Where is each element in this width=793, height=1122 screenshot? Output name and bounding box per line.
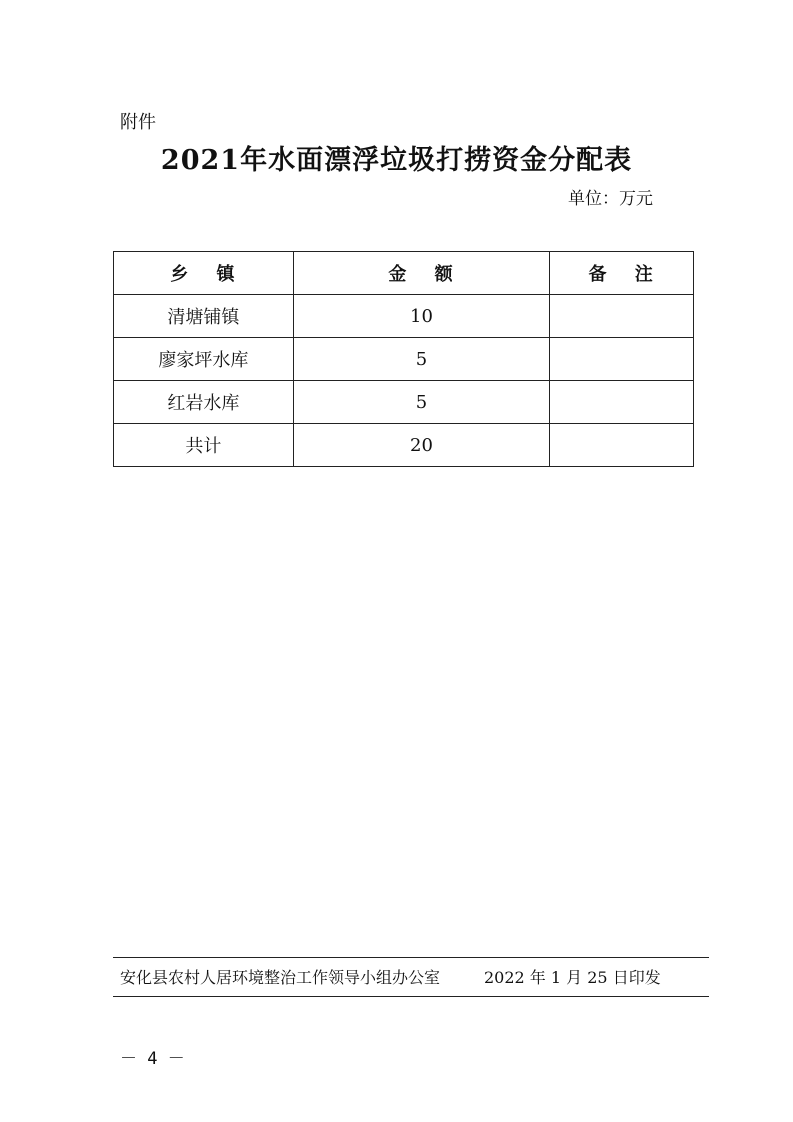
- column-header-amount: 金 额: [293, 252, 550, 295]
- table-row-total: [114, 424, 694, 467]
- cell-total-label: 共计: [114, 424, 294, 467]
- footer-rule-bottom: [113, 996, 709, 997]
- issue-date: 2022 年 1 月 25 日印发: [484, 968, 661, 987]
- attachment-label: 附件: [120, 112, 156, 133]
- column-header-note: 备 注: [550, 252, 694, 295]
- table-row: [114, 381, 694, 424]
- cell-amount: 5: [293, 381, 550, 424]
- cell-amount: 5: [293, 338, 550, 381]
- column-header-town: 乡 镇: [114, 252, 294, 295]
- issuer-text: 安化县农村人居环境整治工作领导小组办公室: [120, 968, 441, 987]
- table-row: [114, 295, 694, 338]
- allocation-table: [113, 251, 694, 467]
- cell-town: 清塘铺镇: [114, 295, 294, 338]
- table-header-row: [114, 252, 694, 295]
- cell-total-amount: 20: [293, 424, 550, 467]
- page-number: － 4 －: [120, 1049, 185, 1069]
- cell-note: [550, 295, 694, 338]
- unit-label: 单位：万元: [568, 189, 653, 209]
- cell-town: 廖家坪水库: [114, 338, 294, 381]
- footer-rule-top: [113, 957, 709, 958]
- table-row: [114, 338, 694, 381]
- cell-note: [550, 338, 694, 381]
- document-title: 2021年水面漂浮垃圾打捞资金分配表: [160, 145, 633, 176]
- cell-town: 红岩水库: [114, 381, 294, 424]
- cell-note: [550, 424, 694, 467]
- cell-amount: 10: [293, 295, 550, 338]
- cell-note: [550, 381, 694, 424]
